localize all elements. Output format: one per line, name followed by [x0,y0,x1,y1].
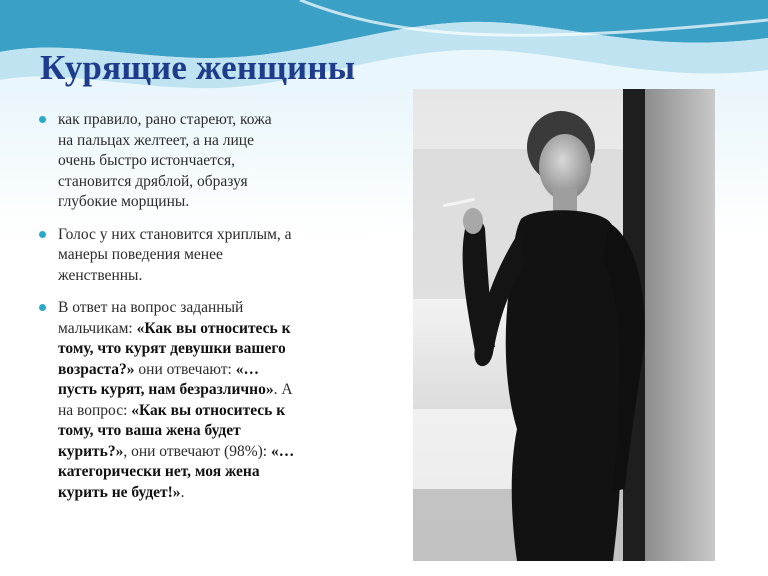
text-segment: категорически нет, моя жена [58,463,260,480]
bullet-text [58,110,398,213]
text-line: Голос у них становится хриплым, а [58,225,292,243]
bullet-list [38,110,398,515]
bullet-item [38,110,398,213]
text-segment: «… [270,442,295,460]
woman-smoking-photo [413,89,715,561]
text-segment: курить?» [58,442,124,460]
photo-illustration [413,89,715,561]
text-segment: тому, что ваша жена будет [58,422,241,439]
text-line: как правило, рано стареют, кожа [58,111,272,128]
text-segment: курить не будет!» [58,483,181,501]
text-segment: возраста?» [58,360,135,378]
text-segment: они отвечают: [134,360,236,378]
text-segment: тому, что курят девушки вашего [58,340,286,357]
bullet-dot-icon [39,304,46,311]
text-segment: «Как вы относитесь к [136,319,291,337]
bullet-dot-icon [39,116,46,123]
text-segment: на вопрос: [58,401,132,419]
slide-title: Курящие женщины [40,48,356,87]
text-segment: , они отвечают (98%): [123,442,271,460]
text-line: очень быстро истончается, [58,152,235,169]
text-segment: мальчикам: [58,319,137,337]
text-segment: В ответ на вопрос заданный [58,299,244,316]
text-segment: . [180,483,185,501]
bullet-item [38,225,398,287]
text-segment: . А [273,381,293,398]
text-line: на пальцах желтеет, а на лице [58,131,254,149]
bullet-text [58,298,398,503]
bullet-dot-icon [39,231,46,238]
text-segment: «… [235,360,259,378]
text-line: становится дряблой, образуя [58,172,248,190]
text-segment: «Как вы относитесь к [131,401,286,419]
text-segment: пусть курят, нам безразлично» [58,381,274,398]
text-line: женственны. [58,266,143,284]
bullet-item [38,298,398,503]
text-line: глубокие морщины. [58,193,190,210]
bullet-text [58,225,398,287]
text-line: манеры поведения менее [58,246,223,263]
